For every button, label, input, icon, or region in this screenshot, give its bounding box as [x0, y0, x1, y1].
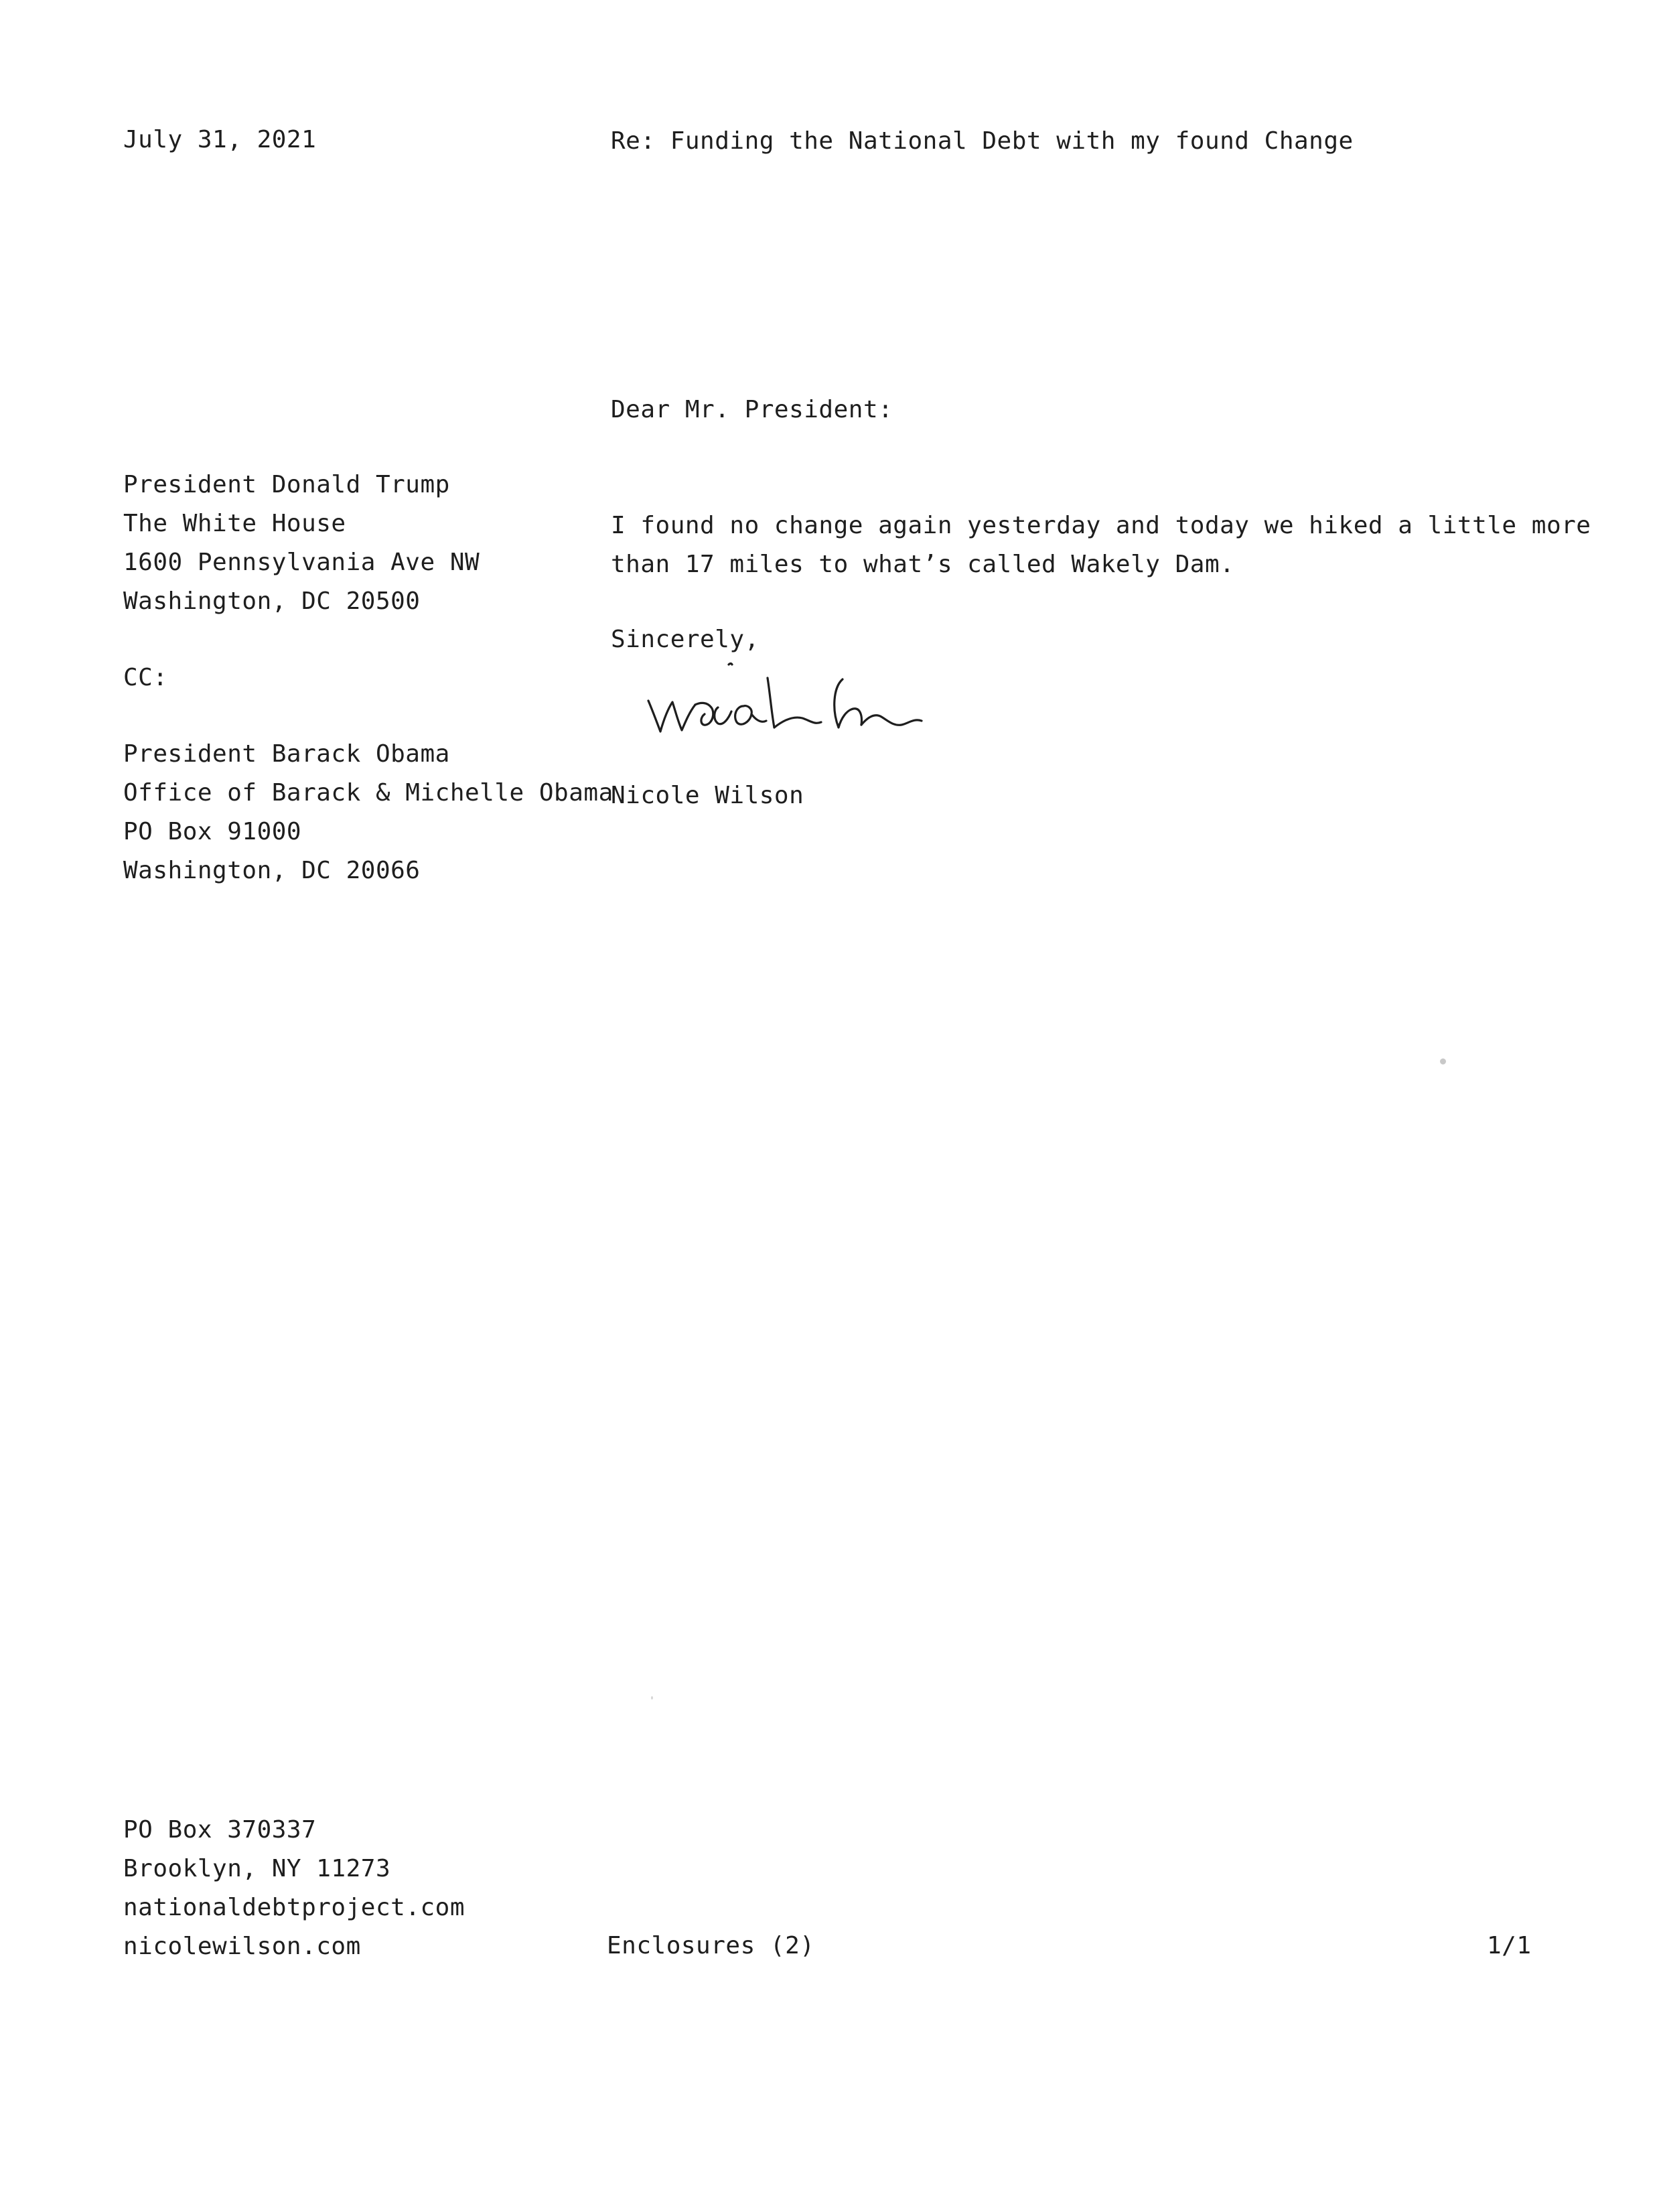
recipient-line: Washington, DC 20500 [123, 587, 421, 615]
cc-recipient-line: Office of Barack & Michelle Obama [123, 779, 613, 807]
enclosures-note: Enclosures (2) [607, 1932, 815, 1959]
page-number: 1/1 [1487, 1932, 1532, 1959]
recipient-line: The White House [123, 510, 346, 537]
scan-speck [1440, 1058, 1446, 1064]
signer-name: Nicole Wilson [611, 782, 804, 809]
recipient-address [123, 466, 480, 621]
cc-recipient-line: Washington, DC 20066 [123, 857, 421, 884]
body-line: I found no change again yesterday and today we hiked a little more [611, 512, 1591, 539]
sender-line: PO Box 370337 [123, 1816, 317, 1844]
sender-line: nicolewilson.com [123, 1933, 361, 1960]
cc-recipient-line: PO Box 91000 [123, 818, 302, 845]
cc-recipient-line: President Barack Obama [123, 740, 450, 768]
cc-recipient-address [123, 735, 613, 890]
letter-date: July 31, 2021 [123, 126, 317, 153]
letter-subject: Re: Funding the National Debt with my found Change [611, 127, 1354, 155]
sender-line: nationaldebtproject.com [123, 1894, 465, 1921]
sender-address [123, 1811, 465, 1966]
closing: Sincerely, [611, 626, 760, 653]
sender-line: Brooklyn, NY 11273 [123, 1855, 391, 1882]
letter-body [611, 506, 1591, 584]
body-line: than 17 miles to what’s called Wakely Dam. [611, 551, 1235, 578]
handwritten-signature-icon [643, 648, 1005, 756]
salutation: Dear Mr. President: [611, 396, 893, 423]
scan-speck [651, 1696, 653, 1700]
recipient-line: President Donald Trump [123, 471, 450, 498]
cc-label: CC: [123, 664, 168, 691]
recipient-line: 1600 Pennsylvania Ave NW [123, 549, 480, 576]
